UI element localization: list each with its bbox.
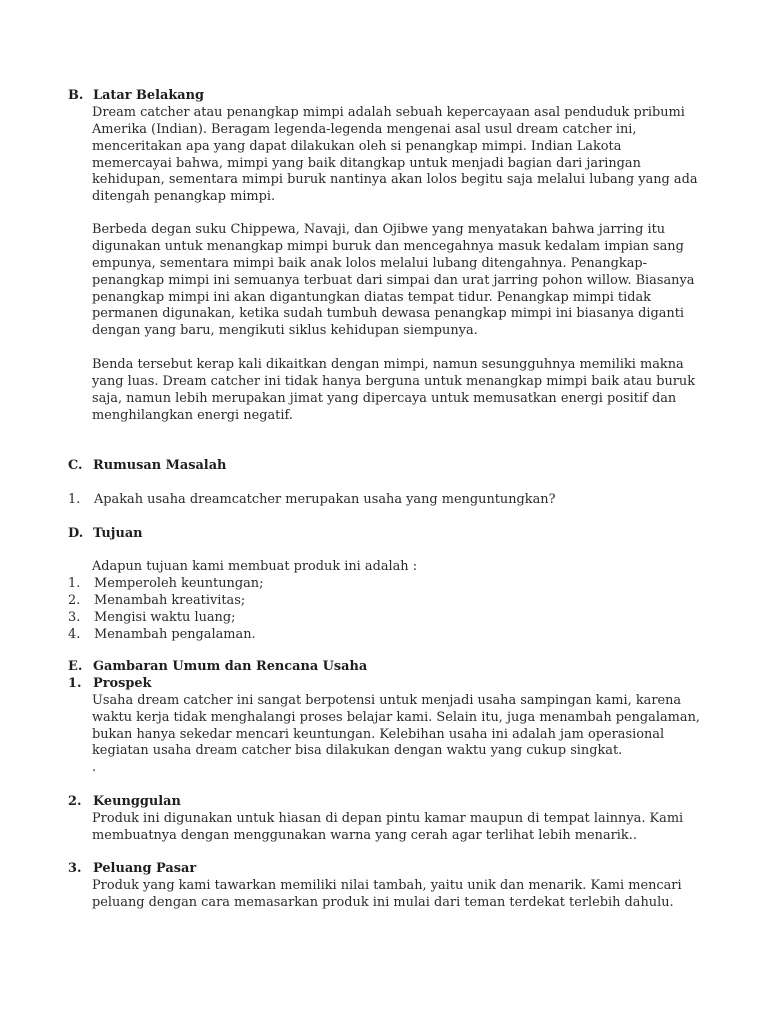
paragraph-line: waktu kerja tidak menghalangi proses belajar kami. Selain itu, juga menambah pengalaman, [92,709,700,725]
subsection-heading [0,794,768,811]
list-number: 2. [68,592,81,608]
paragraph-line: Usaha dream catcher ini sangat berpotensi untuk menjadi usaha sampingan kami, karena [92,692,682,708]
list-number: 1. [68,492,81,507]
paragraph-line: menceritakan apa yang dapat dilakukan oleh si penangkap mimpi. Indian Lakota [92,138,622,154]
paragraph-line: . [92,760,97,776]
paragraph-line: menghilangkan energi negatif. [92,407,293,423]
subsection-number: 1. [68,675,82,691]
paragraph-line: permanen digunakan, ketika sudah tumbuh dewasa penangkap mimpi ini biasanya diganti [92,306,685,322]
subsection-heading [0,861,768,878]
section-heading [0,458,768,475]
paragraph-line: Benda tersebut kerap kali dikaitkan dengan mimpi, namun sesungguhnya memiliki makna [92,357,684,372]
section-latar-belakang [0,88,768,206]
list-text: Mengisi waktu luang; [94,609,236,625]
paragraph-line: peluang dengan cara memasarkan produk ini mulai dari teman terdekat terlebih dahulu. [92,894,674,910]
subsection-number: 3. [68,861,82,876]
paragraph-2 [0,222,768,340]
paragraph-line: Produk yang kami tawarkan memiliki nilai tambah, yaitu unik dan menarik. Kami mencari [92,877,682,893]
list-text: Memperoleh keuntungan; [94,575,264,591]
list-item [0,492,768,509]
section-tujuan [0,526,768,543]
paragraph-line: Produk ini digunakan untuk hiasan di depan pintu kamar maupun di tempat lainnya. Kami [92,810,684,826]
list-item [0,627,768,644]
paragraph-line: kehidupan, sementara mimpi buruk nantinya akan lolos begitu saja melalui lubang yang ada [92,172,698,188]
subsection-title: Peluang Pasar [93,861,197,876]
paragraph-line: Amerika (Indian). Beragam legenda-legenda mengenai asal usul dream catcher ini, [92,121,637,137]
paragraph-line: bukan hanya sekedar mencari keuntungan. Kelebihan usaha ini adalah jam operasional [92,726,665,742]
subsection-peluang-pasar [0,861,768,912]
section-marker: B. [68,88,84,103]
tujuan-intro: Adapun tujuan kami membuat produk ini adalah : [92,559,418,574]
section-heading [0,88,768,105]
list-text: Menambah pengalaman. [94,626,256,642]
subsection-heading [0,676,768,693]
paragraph-line: digunakan untuk menangkap mimpi buruk dan mencegahnya masuk kedalam impian sang [92,238,684,254]
paragraph-line: memercayai bahwa, mimpi yang baik ditangkap untuk menjadi bagian dari jaringan [92,155,641,171]
list-number: 1. [68,575,81,591]
paragraph-line: kegiatan usaha dream catcher bisa dilakukan dengan waktu yang cukup singkat. [92,743,623,759]
paragraph-line: empunya, sementara mimpi baik anak lolos melalui lubang ditengahnya. Penangkap- [92,255,648,271]
section-title: Rumusan Masalah [93,458,227,473]
list-item [0,610,768,627]
list-number: 4. [68,626,81,642]
subsection-title: Prospek [93,675,152,691]
section-marker: E. [68,659,83,674]
subsection-keunggulan [0,794,768,845]
list-item [0,593,768,610]
paragraph-line: ditengah penangkap mimpi. [92,189,276,205]
section-title: Gambaran Umum dan Rencana Usaha [93,659,368,674]
section-marker: C. [68,458,83,473]
paragraph-line: yang luas. Dream catcher ini tidak hanya berguna untuk menangkap mimpi baik atau buruk [92,373,696,389]
paragraph-3 [0,357,768,425]
section-title: Tujuan [93,526,143,541]
list-number: 3. [68,609,81,625]
subsection-number: 2. [68,794,82,809]
list-item [0,576,768,593]
paragraph-line: penangkap mimpi ini akan digantungkan diatas tempat tidur. Penangkap mimpi tidak [92,289,651,305]
paragraph-line: Dream catcher atau penangkap mimpi adalah sebuah kepercayaan asal penduduk pribumi [92,104,685,120]
paragraph-line: membuatnya dengan menggunakan warna yang cerah agar terlihat lebih menarik.. [92,827,637,843]
section-heading [0,526,768,543]
tujuan-list [0,559,768,643]
list-text: Menambah kreativitas; [94,592,246,608]
list-text: Apakah usaha dreamcatcher merupakan usaha yang menguntungkan? [94,492,556,507]
paragraph-line: penangkap mimpi ini semuanya terbuat dari simpai dan urat jarring pohon willow. Biasanya [92,272,695,288]
paragraph-line: Berbeda degan suku Chippewa, Navaji, dan Ojibwe yang menyatakan bahwa jarring itu [92,222,666,237]
section-marker: D. [68,526,84,541]
rumusan-list [0,492,768,509]
section-title: Latar Belakang [93,88,205,103]
section-rumusan-masalah [0,458,768,475]
paragraph-line: dengan yang baru, mengikuti siklus kehidupan siempunya. [92,323,478,339]
subsection-title: Keunggulan [93,794,181,809]
section-gambaran-umum [0,659,768,777]
paragraph-line: saja, namun lebih merupakan jimat yang dipercaya untuk memusatkan energi positif dan [92,390,677,406]
section-heading [0,659,768,676]
